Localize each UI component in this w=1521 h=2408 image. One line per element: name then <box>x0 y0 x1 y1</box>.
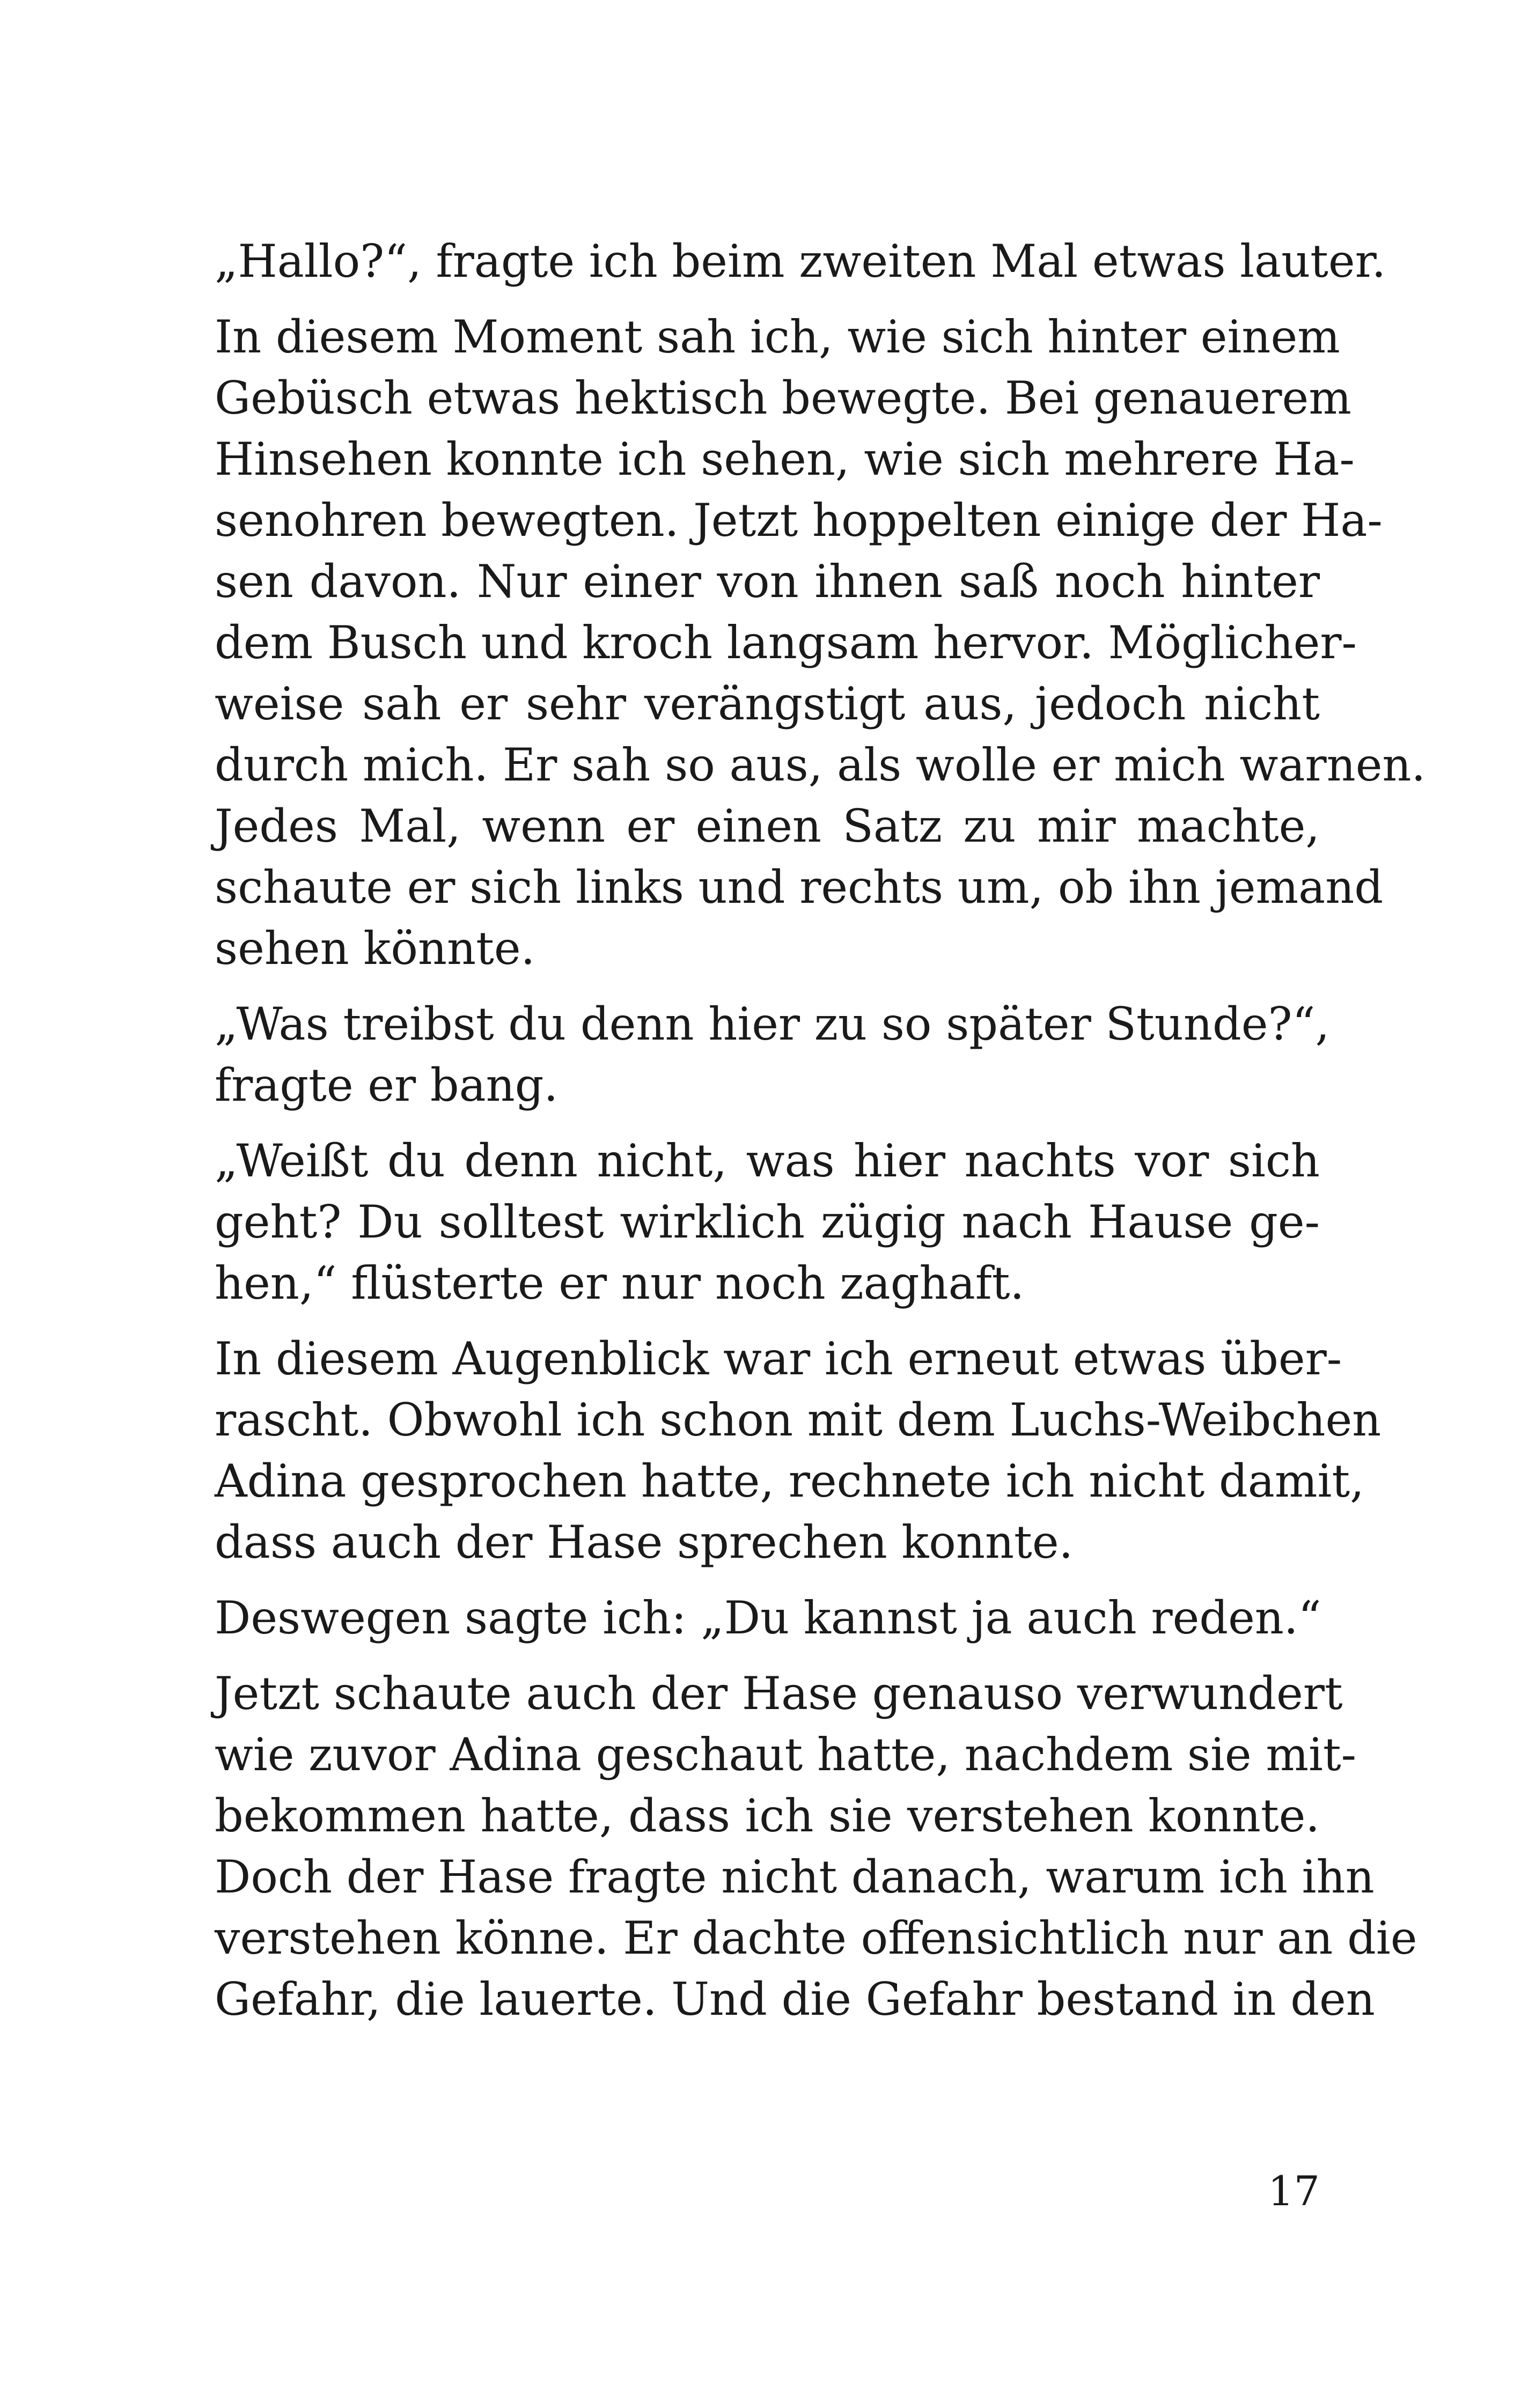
text-line: Doch der Hase fragte nicht danach, warum ich ihn <box>215 1851 1375 1903</box>
text-line: „Weißt du denn nicht, was hier nachts vor sich <box>215 1135 1320 1187</box>
text-line: Deswegen sagte ich: „Du kannst ja auch reden.“ <box>215 1592 1321 1644</box>
text-line: Jedes Mal, wenn er einen Satz zu mir machte, <box>215 800 1320 852</box>
text-line: In diesem Augenblick war ich erneut etwas über- <box>215 1332 1342 1385</box>
page-number: 17 <box>1268 2167 1320 2215</box>
text-line: verstehen könne. Er dachte offensichtlich nur an die <box>215 1912 1417 1964</box>
text-line: hen,“ flüsterte er nur noch zaghaft. <box>215 1257 1025 1309</box>
paragraph-5 <box>215 1328 1382 1573</box>
text-line: durch mich. Er sah so aus, als wolle er mich warnen. <box>215 739 1426 791</box>
text-line: Gebüsch etwas hektisch bewegte. Bei genauerem <box>215 372 1351 424</box>
paragraph-2 <box>215 306 1426 979</box>
text-line: wie zuvor Adina geschaut hatte, nachdem sie mit- <box>215 1728 1356 1781</box>
text-line: dass auch der Hase sprechen konnte. <box>215 1516 1074 1568</box>
text-line: Adina gesprochen hatte, rechnete ich nicht damit, <box>215 1455 1364 1507</box>
paragraph-4 <box>215 1130 1320 1314</box>
text-line: Jetzt schaute auch der Hase genauso verwundert <box>215 1667 1343 1720</box>
text-line: „Hallo?“, fragte ich beim zweiten Mal etwas lauter. <box>215 235 1386 288</box>
paragraph-3 <box>215 993 1330 1116</box>
text-line: bekommen hatte, dass ich sie verstehen konnte. <box>215 1790 1320 1842</box>
text-line: senohren bewegten. Jetzt hoppelten einige der Ha- <box>215 494 1383 547</box>
text-line: sehen könnte. <box>215 922 535 975</box>
text-line: schaute er sich links und rechts um, ob ihn jemand <box>215 861 1384 914</box>
text-line: dem Busch und kroch langsam hervor. Möglicher- <box>215 616 1357 669</box>
paragraph-6 <box>215 1587 1320 1648</box>
paragraph-1 <box>215 231 1386 292</box>
text-line: Gefahr, die lauerte. Und die Gefahr bestand in den <box>215 1973 1375 2026</box>
text-line: fragte er bang. <box>215 1059 559 1111</box>
text-line: rascht. Obwohl ich schon mit dem Luchs-Weibchen <box>215 1394 1382 1446</box>
body-text <box>215 231 1426 2030</box>
text-line: sen davon. Nur einer von ihnen saß noch hinter <box>215 555 1320 608</box>
text-line: geht? Du solltest wirklich zügig nach Hause ge- <box>215 1196 1320 1248</box>
text-line: In diesem Moment sah ich, wie sich hinter einem <box>215 311 1340 363</box>
paragraph-7 <box>215 1663 1417 2030</box>
text-line: „Was treibst du denn hier zu so später Stunde?“, <box>215 998 1330 1050</box>
text-line: Hinsehen konnte ich sehen, wie sich mehrere Ha- <box>215 433 1355 485</box>
text-line: weise sah er sehr verängstigt aus, jedoch nicht <box>215 678 1320 730</box>
